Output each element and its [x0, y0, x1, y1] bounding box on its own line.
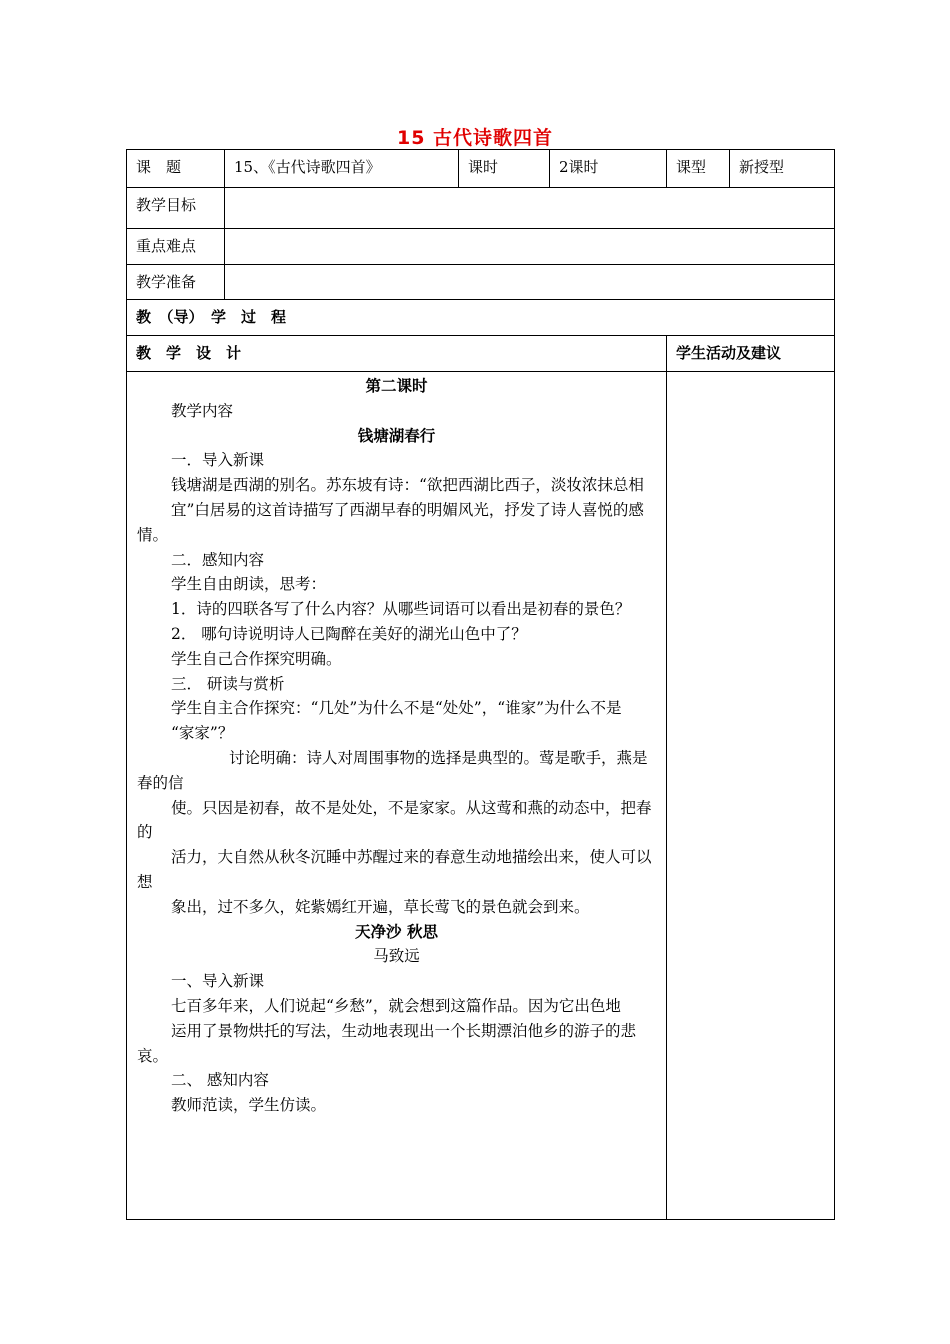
paragraph: 使。只因是初春，故不是处处，不是家家。从这莺和燕的动态中，把春的 [137, 798, 652, 842]
design-header-cell [127, 336, 667, 372]
paragraph: 学生自由朗读，思考： [171, 575, 327, 594]
page-title: 15 古代诗歌四首 [396, 127, 554, 149]
ke-xing-label-cell [667, 150, 730, 188]
activity-header: 学生活动及建议 [676, 344, 782, 362]
activity-content-cell [667, 372, 835, 1220]
prep-label: 教学准备 [136, 273, 197, 291]
paragraph: 学生自己合作探究明确。 [171, 649, 342, 668]
info-row [127, 150, 835, 188]
paragraph: 二、 感知内容 [171, 1071, 269, 1090]
difficulty-label: 重点难点 [136, 237, 197, 255]
prep-value-cell [225, 265, 835, 300]
paragraph: 二．感知内容 [171, 550, 265, 569]
paragraph: 宜”白居易的这首诗描写了西湖早春的明媚风光，抒发了诗人喜悦的感情。 [137, 500, 644, 544]
design-header: 教 学 设 计 [136, 344, 242, 362]
teaching-content-label: 教学内容 [171, 401, 234, 420]
ke-shi-label-cell [459, 150, 550, 188]
poem1-title: 钱塘湖春行 [357, 426, 436, 445]
paragraph: 钱塘湖是西湖的别名。苏东坡有诗：“欲把西湖比西子，淡妆浓抹总相 [171, 476, 644, 495]
paragraph: 讨论明确：诗人对周围事物的选择是典型的。莺是歌手，燕是春的信 [137, 748, 648, 792]
lesson-heading: 第二课时 [365, 377, 428, 395]
prep-label-cell [127, 265, 225, 300]
process-header-row [127, 300, 835, 336]
goal-value-cell [225, 188, 835, 229]
paragraph: 活力，大自然从秋冬沉睡中苏醒过来的春意生动地描绘出来，使人可以想 [137, 848, 652, 891]
ke-ti-label-cell [127, 150, 225, 188]
ke-xing-value: 新授型 [739, 158, 785, 176]
ke-shi-value: 2课时 [559, 158, 599, 176]
difficulty-label-cell [127, 229, 225, 265]
process-header: 教 （导） 学 过 程 [136, 308, 287, 326]
ke-shi-label: 课时 [468, 158, 499, 176]
paragraph: 2． 哪句诗说明诗人已陶醉在美好的湖光山色中了？ [171, 624, 527, 643]
ke-shi-value-cell [550, 150, 667, 188]
paragraph: “家家”？ [171, 724, 234, 743]
design-content [127, 372, 666, 1120]
paragraph: 一．导入新课 [171, 451, 265, 470]
paragraph: 学生自主合作探究：“几处”为什么不是“处处”，“谁家”为什么不是 [171, 699, 622, 718]
prep-row [127, 265, 835, 300]
goal-label-cell [127, 188, 225, 229]
paragraph: 运用了景物烘托的写法，生动地表现出一个长期漂泊他乡的游子的悲哀。 [137, 1021, 637, 1065]
design-header-row [127, 336, 835, 372]
ke-ti-value: 15、《古代诗歌四首》 [234, 158, 381, 176]
difficulty-value-cell [225, 229, 835, 265]
lesson-plan-table [126, 149, 835, 1220]
ke-xing-label: 课型 [676, 158, 707, 176]
ke-ti-value-cell [225, 150, 459, 188]
process-header-cell [127, 300, 835, 336]
goal-label: 教学目标 [136, 196, 197, 214]
content-row [127, 372, 835, 1220]
paragraph: 三． 研读与赏析 [171, 674, 285, 693]
difficulty-row [127, 229, 835, 265]
paragraph: 七百多年来，人们说起“乡愁”，就会想到这篇作品。因为它出色地 [171, 996, 621, 1015]
paragraph: 教师范读，学生仿读。 [171, 1096, 327, 1115]
ke-ti-label: 课 题 [136, 158, 182, 176]
poem2-author: 马致远 [373, 947, 420, 966]
poem2-title: 天净沙 秋思 [355, 922, 438, 941]
ke-xing-value-cell [730, 150, 835, 188]
design-content-cell [127, 372, 667, 1220]
goal-row [127, 188, 835, 229]
paragraph: 一、导入新课 [171, 972, 265, 991]
activity-header-cell [667, 336, 835, 372]
paragraph: 1．诗的四联各写了什么内容？从哪些词语可以看出是初春的景色？ [171, 600, 631, 619]
paragraph: 象出，过不多久，姹紫嫣红开遍，草长莺飞的景色就会到来。 [171, 897, 590, 916]
